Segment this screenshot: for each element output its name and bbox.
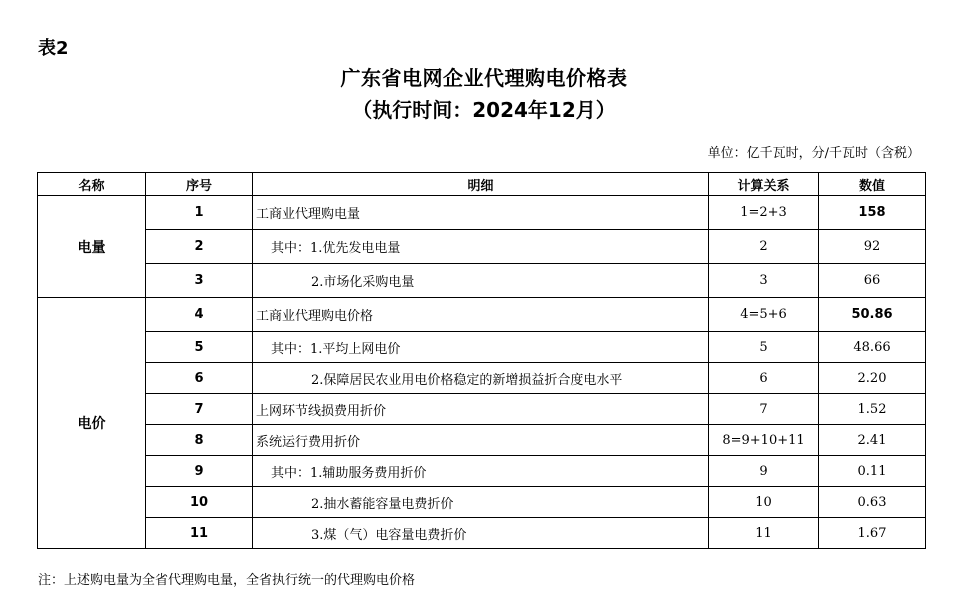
column-header-calc: 计算关系 (709, 173, 819, 196)
seq-cell: 1 (146, 196, 253, 230)
calc-cell: 7 (709, 394, 819, 425)
detail-cell: 其中：1.辅助服务费用折价 (253, 456, 709, 487)
table-row (38, 196, 926, 230)
value-cell: 50.86 (819, 298, 926, 332)
table-row (38, 518, 926, 549)
detail-cell: 3.煤（气）电容量电费折价 (253, 518, 709, 549)
detail-cell: 工商业代理购电价格 (253, 298, 709, 332)
detail-cell: 2.保障居民农业用电价格稳定的新增损益折合度电水平 (253, 363, 709, 394)
column-header-value: 数值 (819, 173, 926, 196)
seq-cell: 10 (146, 487, 253, 518)
calc-cell: 6 (709, 363, 819, 394)
calc-cell: 11 (709, 518, 819, 549)
column-header-seq: 序号 (146, 173, 253, 196)
detail-cell: 其中：1.平均上网电价 (253, 332, 709, 363)
table-row (38, 230, 926, 264)
detail-cell: 上网环节线损费用折价 (253, 394, 709, 425)
seq-cell: 8 (146, 425, 253, 456)
table-row (38, 456, 926, 487)
detail-cell: 工商业代理购电量 (253, 196, 709, 230)
seq-cell: 4 (146, 298, 253, 332)
seq-cell: 7 (146, 394, 253, 425)
detail-cell: 2.抽水蓄能容量电费折价 (253, 487, 709, 518)
table-row (38, 425, 926, 456)
calc-cell: 2 (709, 230, 819, 264)
seq-cell: 5 (146, 332, 253, 363)
footnote: 注：上述购电量为全省代理购电量，全省执行统一的代理购电价格 (38, 573, 416, 588)
table-row (38, 264, 926, 298)
seq-cell: 11 (146, 518, 253, 549)
group-label-quantity: 电量 (38, 196, 146, 298)
value-cell: 1.52 (819, 394, 926, 425)
calc-cell: 10 (709, 487, 819, 518)
calc-cell: 5 (709, 332, 819, 363)
value-cell: 0.11 (819, 456, 926, 487)
page-subtitle: （执行时间：2024年12月） (352, 98, 616, 122)
value-cell: 66 (819, 264, 926, 298)
table-row (38, 332, 926, 363)
value-cell: 1.67 (819, 518, 926, 549)
unit-note: 单位：亿千瓦时，分/千瓦时（含税） (707, 146, 920, 161)
table-header-row (38, 173, 926, 196)
detail-cell: 2.市场化采购电量 (253, 264, 709, 298)
table-row (38, 394, 926, 425)
value-cell: 2.41 (819, 425, 926, 456)
value-cell: 92 (819, 230, 926, 264)
price-table (37, 172, 926, 549)
calc-cell: 3 (709, 264, 819, 298)
value-cell: 0.63 (819, 487, 926, 518)
calc-cell: 9 (709, 456, 819, 487)
seq-cell: 2 (146, 230, 253, 264)
calc-cell: 8=9+10+11 (709, 425, 819, 456)
column-header-name: 名称 (38, 173, 146, 196)
table-row (38, 487, 926, 518)
seq-cell: 6 (146, 363, 253, 394)
seq-cell: 9 (146, 456, 253, 487)
table-row (38, 298, 926, 332)
calc-cell: 1=2+3 (709, 196, 819, 230)
group-label-price: 电价 (38, 298, 146, 549)
detail-cell: 其中：1.优先发电电量 (253, 230, 709, 264)
page-title: 广东省电网企业代理购电价格表 (340, 66, 628, 90)
seq-cell: 3 (146, 264, 253, 298)
value-cell: 158 (819, 196, 926, 230)
table-label: 表2 (38, 38, 69, 59)
detail-cell: 系统运行费用折价 (253, 425, 709, 456)
column-header-detail: 明细 (253, 173, 709, 196)
value-cell: 2.20 (819, 363, 926, 394)
calc-cell: 4=5+6 (709, 298, 819, 332)
value-cell: 48.66 (819, 332, 926, 363)
table-row (38, 363, 926, 394)
